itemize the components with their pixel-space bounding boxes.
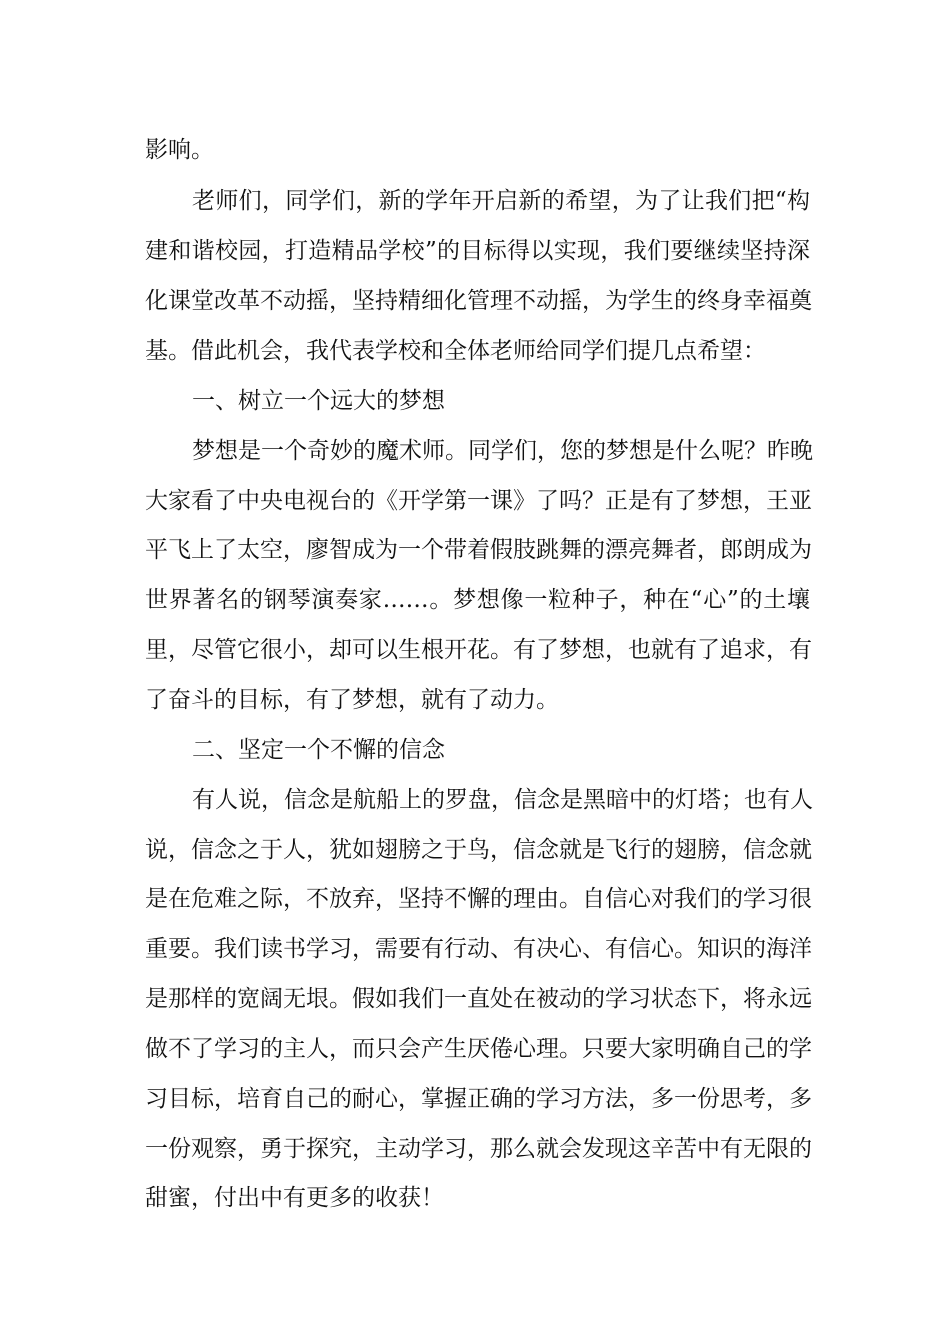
paragraph-line: 老师们，同学们，新的学年开启新的希望，为了让我们把“构: [192, 188, 810, 214]
paragraph-line: 平飞上了太空，廖智成为一个带着假肢跳舞的漂亮舞者，郎朗成为: [145, 537, 812, 563]
paragraph-line: 有人说，信念是航船上的罗盘，信念是黑暗中的灯塔；也有人: [192, 787, 813, 813]
paragraph-line: 梦想是一个奇妙的魔术师。同学们，您的梦想是什么呢？昨晚: [192, 438, 813, 464]
paragraph-line: 一份观察，勇于探究，主动学习，那么就会发现这辛苦中有无限的: [145, 1136, 812, 1162]
paragraph-line: 了奋斗的目标，有了梦想，就有了动力。: [145, 687, 559, 713]
paragraph-line: 基。借此机会，我代表学校和全体老师给同学们提几点希望：: [145, 338, 766, 364]
paragraph-line: 化课堂改革不动摇，坚持精细化管理不动摇，为学生的终身幸福奠: [145, 288, 812, 314]
paragraph-line: 说，信念之于人，犹如翅膀之于鸟，信念就是飞行的翅膀，信念就: [145, 837, 812, 863]
paragraph-line: 甜蜜，付出中有更多的收获！: [145, 1185, 444, 1211]
paragraph-line: 建和谐校园，打造精品学校”的目标得以实现，我们要继续坚持深: [145, 238, 810, 264]
paragraph-continuation-line: 影响。: [145, 137, 214, 163]
paragraph-line: 习目标，培育自己的耐心，掌握正确的学习方法，多一份思考，多: [145, 1086, 812, 1112]
paragraph-line: 做不了学习的主人，而只会产生厌倦心理。只要大家明确自己的学: [145, 1036, 812, 1062]
paragraph-line: 世界著名的钢琴演奏家……。梦想像一粒种子，种在“心”的土壤: [145, 587, 810, 613]
paragraph-line: 是那样的宽阔无垠。假如我们一直处在被动的学习状态下，将永远: [145, 986, 812, 1012]
section-heading-belief: 二、坚定一个不懈的信念: [192, 737, 445, 763]
paragraph-line: 是在危难之际，不放弃，坚持不懈的理由。自信心对我们的学习很: [145, 886, 812, 912]
paragraph-line: 大家看了中央电视台的《开学第一课》了吗？正是有了梦想，王亚: [145, 488, 812, 514]
paragraph-line: 重要。我们读书学习，需要有行动、有决心、有信心。知识的海洋: [145, 936, 812, 962]
section-heading-dream: 一、树立一个远大的梦想: [192, 388, 445, 414]
paragraph-line: 里，尽管它很小，却可以生根开花。有了梦想，也就有了追求，有: [145, 637, 812, 663]
